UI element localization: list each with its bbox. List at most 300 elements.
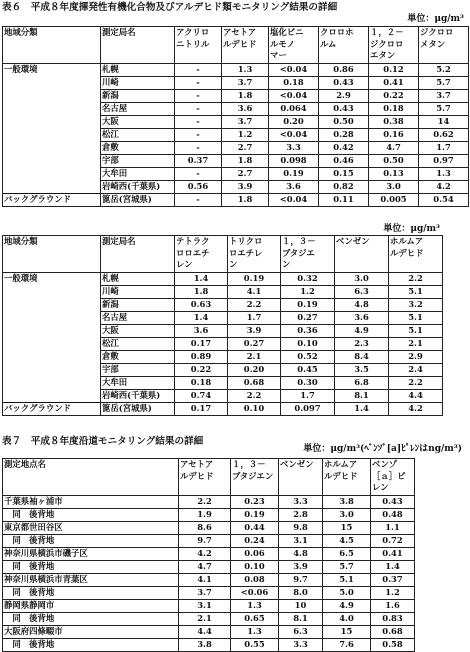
- table6-part1-value-cell: 5.2: [419, 64, 469, 77]
- table7-value-cell: 10: [279, 600, 323, 613]
- table6-part2-header-text: ロロエチ: [176, 247, 210, 258]
- table6-part1-value-cell: -: [175, 168, 222, 181]
- table6-part1-value-cell: -: [175, 194, 222, 207]
- table7-value-cell: 5.0: [323, 587, 371, 600]
- table7-site-cell: 同 後背地: [3, 587, 179, 600]
- table6-part2-value-cell: 0.10: [228, 403, 281, 416]
- table6-part1-station-cell: 大阪: [101, 116, 175, 129]
- table6-part1-value-cell: 2.7: [222, 168, 269, 181]
- table6-part2-header-row: [3, 236, 443, 273]
- table6-part2-value-cell: 0.63: [175, 299, 228, 312]
- table6-part1-header-cell: [369, 27, 419, 64]
- table7-value-cell: 4.0: [323, 613, 371, 626]
- table6-part1-row: [3, 155, 469, 168]
- table6-part1-station-cell: 岩崎西(千葉県): [101, 181, 175, 194]
- table7-value-cell: 0.72: [371, 535, 415, 548]
- table7-unit: 単位：μg/m³(ﾍﾞﾝｿﾞ[a]ﾋﾟﾚﾝはng/m³): [303, 444, 462, 454]
- table6-part1-value-cell: 0.62: [419, 129, 469, 142]
- table6-part1-station-cell: 倉敷: [101, 142, 175, 155]
- table6-part1-area-cell: [3, 155, 101, 168]
- table7-value-cell: 1.2: [371, 587, 415, 600]
- table6-part2-header-text: ン: [282, 259, 291, 270]
- table6-part1-station-cell: 松江: [101, 129, 175, 142]
- table7-value-cell: 4.8: [279, 548, 323, 561]
- table6-part2-value-cell: 4.1: [228, 286, 281, 299]
- table6-part1-value-cell: 0.13: [369, 168, 419, 181]
- table6-part2-unit: 単位：μg/m³: [383, 224, 440, 234]
- table7-row: [3, 626, 415, 639]
- table6-part2-value-cell: 0.30: [281, 377, 335, 390]
- table7-header-text: アセトア: [180, 459, 214, 469]
- table6-part1-row: [3, 103, 469, 116]
- table6-part1-value-cell: 3.9: [222, 181, 269, 194]
- table6-part2-value-cell: 8.1: [335, 390, 389, 403]
- table6-part1-station-cell: 宇部: [101, 155, 175, 168]
- table7-title: 表７ 平成８年度沿道モニタリング結果の詳細: [2, 436, 204, 447]
- table6-part2-value-cell: 1.8: [175, 286, 228, 299]
- table6-part1-value-cell: 5.7: [419, 77, 469, 90]
- table7-row: [3, 587, 415, 600]
- table6-part2-station-cell: 新潟: [101, 299, 175, 312]
- table6-part1-area-cell: [3, 142, 101, 155]
- table7-value-cell: 4.4: [179, 626, 231, 639]
- table6-part2-header-text: トリクロ: [229, 236, 263, 246]
- table6-part1-value-cell: 0.15: [319, 168, 369, 181]
- table7-header-cell: [323, 459, 371, 496]
- table6-part2-value-cell: 0.74: [175, 390, 228, 403]
- table6-part2-value-cell: 0.097: [281, 403, 335, 416]
- table7-site-cell: 大阪府四條畷市: [3, 626, 179, 639]
- table6-part1-area-cell: バックグラウンド: [3, 194, 101, 207]
- table7-value-cell: 15: [323, 522, 371, 535]
- table6-part2-value-cell: 5.1: [389, 325, 443, 338]
- table6-part2-value-cell: 2.2: [389, 377, 443, 390]
- table6-part1-area-cell: [3, 168, 101, 181]
- table7-row: [3, 535, 415, 548]
- table6-part1-header-cell: [101, 27, 175, 64]
- table6-part1-value-cell: 0.064: [269, 103, 319, 116]
- table6-part2-value-cell: 1.4: [335, 403, 389, 416]
- table6-part2-station-cell: 岩崎西(千葉県): [101, 390, 175, 403]
- table7-value-cell: 3.1: [279, 535, 323, 548]
- table7-header-text: ホルムア: [324, 459, 358, 469]
- table6-part1-value-cell: 0.46: [319, 155, 369, 168]
- table6-part1-value-cell: 0.11: [319, 194, 369, 207]
- table7-value-cell: 0.08: [231, 574, 279, 587]
- table7-row: [3, 496, 415, 509]
- table6-part2-area-cell: [3, 312, 101, 325]
- table6-part2-header-text: テトラク: [176, 236, 210, 246]
- table7-value-cell: 3.8: [179, 639, 231, 652]
- table6-part1-header-text: エタン: [370, 50, 396, 61]
- table7-row: [3, 548, 415, 561]
- table6-part1-value-cell: 2.7: [222, 142, 269, 155]
- table6-part1-row: [3, 142, 469, 155]
- table7-value-cell: 8.0: [279, 587, 323, 600]
- table6-part1-header-cell: [3, 27, 101, 64]
- table7-value-cell: 4.2: [179, 548, 231, 561]
- table6-part1-value-cell: 0.16: [369, 129, 419, 142]
- table6-part1-value-cell: 0.43: [319, 103, 369, 116]
- table6-part1-station-cell: 新潟: [101, 90, 175, 103]
- table6-part2-value-cell: 0.22: [175, 364, 228, 377]
- table6-part1-value-cell: -: [175, 142, 222, 155]
- table6-part1-header-text: １，２－: [370, 27, 404, 37]
- table7-header-cell: [231, 459, 279, 496]
- table6-part1-value-cell: 1.7: [419, 142, 469, 155]
- table6-part2-value-cell: 0.10: [281, 338, 335, 351]
- table6-part1-row: [3, 116, 469, 129]
- table6-part1-value-cell: 3.7: [222, 116, 269, 129]
- table7-value-cell: 4.9: [323, 600, 371, 613]
- table6-part1-area-cell: [3, 116, 101, 129]
- table6-part2-station-cell: 倉敷: [101, 351, 175, 364]
- table6-part2-body: [3, 273, 443, 416]
- table6-part1-header-text: 地域分類: [4, 27, 38, 37]
- table6-part2-value-cell: 0.36: [281, 325, 335, 338]
- table6-part2-area-cell: [3, 286, 101, 299]
- table6-title: 表６ 平成８年度揮発性有機化合物及びアルデヒド類モニタリング結果の詳細: [2, 2, 338, 13]
- table6-part2-area-cell: [3, 325, 101, 338]
- table7-header-text: ルデヒド: [180, 470, 214, 481]
- table6-part2-value-cell: 2.1: [228, 351, 281, 364]
- table6-part1-header-text: 塩化ビニ: [270, 27, 304, 37]
- table6-part1-value-cell: 3.6: [269, 181, 319, 194]
- table6-part2-station-cell: 大牟田: [101, 377, 175, 390]
- table7-value-cell: 3.0: [323, 509, 371, 522]
- table6-part1-area-cell: 一般環境: [3, 64, 101, 77]
- table6-part1-row: [3, 64, 469, 77]
- table6-part1-value-cell: 1.8: [222, 90, 269, 103]
- table6-part2-value-cell: 0.19: [228, 273, 281, 286]
- table6-part2-header-text: ホルムア: [390, 236, 424, 246]
- table6-part1-value-cell: 0.38: [369, 116, 419, 129]
- table7-header-cell: [3, 459, 179, 496]
- table6-part1-value-cell: 0.19: [269, 168, 319, 181]
- table7-row: [3, 613, 415, 626]
- table6-part2-area-cell: [3, 364, 101, 377]
- table6-part1-header-text: ジクロロ: [370, 38, 404, 49]
- table6-part1-value-cell: 5.7: [419, 103, 469, 116]
- table6-part2-value-cell: 1.4: [175, 312, 228, 325]
- table7-value-cell: 0.65: [231, 613, 279, 626]
- table6-part1-header-cell: [419, 27, 469, 64]
- table6-part1-value-cell: 1.2: [222, 129, 269, 142]
- table7-value-cell: <0.06: [231, 587, 279, 600]
- table7-value-cell: 6.3: [279, 626, 323, 639]
- table6-part2-value-cell: 4.4: [389, 390, 443, 403]
- table7-row: [3, 509, 415, 522]
- table6-part1-header-text: アセトア: [223, 27, 257, 37]
- table6-part2-header-text: 地域分類: [4, 236, 38, 246]
- table6-part2-header-cell: [281, 236, 335, 273]
- table6-part1-value-cell: 1.8: [222, 194, 269, 207]
- table6-part1-row: [3, 77, 469, 90]
- table6-part1-area-cell: [3, 103, 101, 116]
- table6-part2-row: [3, 338, 443, 351]
- table6-part1-value-cell: 3.3: [269, 142, 319, 155]
- table6-part1-value-cell: -: [175, 90, 222, 103]
- table6-part1-station-cell: 大牟田: [101, 168, 175, 181]
- table6-part2-value-cell: 5.1: [389, 286, 443, 299]
- table6-part2: [2, 235, 443, 416]
- table6-part1-area-cell: [3, 129, 101, 142]
- table6-part1-header-text: メタン: [420, 38, 446, 49]
- table6-part2-value-cell: 0.20: [228, 364, 281, 377]
- table7-value-cell: 0.23: [231, 496, 279, 509]
- table6-part1-row: [3, 194, 469, 207]
- table6-part1-value-cell: 0.43: [319, 77, 369, 90]
- table6-part2-value-cell: 0.45: [281, 364, 335, 377]
- table6-part2-value-cell: 4.2: [389, 403, 443, 416]
- table6-part2-value-cell: 3.6: [175, 325, 228, 338]
- table6-part1-header-text: 測定局名: [102, 27, 136, 37]
- table7-value-cell: 2.1: [179, 613, 231, 626]
- table7: [2, 458, 415, 652]
- table6-part1-value-cell: 3.6: [222, 103, 269, 116]
- table6-part2-value-cell: 8.4: [335, 351, 389, 364]
- table7-header-text: ベンゾ: [372, 459, 398, 469]
- table6-part2-header-cell: [3, 236, 101, 273]
- table6-part2-header-text: ルデヒド: [390, 247, 424, 258]
- table6-part1-header-row: [3, 27, 469, 64]
- table6-part1-value-cell: <0.04: [269, 129, 319, 142]
- table6-part2-station-cell: 川崎: [101, 286, 175, 299]
- table7-value-cell: 0.83: [371, 613, 415, 626]
- table6-part1-value-cell: 0.098: [269, 155, 319, 168]
- table6-part1-row: [3, 168, 469, 181]
- table6-part1-header-cell: [319, 27, 369, 64]
- table6-part2-value-cell: 5.1: [389, 312, 443, 325]
- table7-value-cell: 1.9: [179, 509, 231, 522]
- table6-part2-value-cell: 2.2: [228, 390, 281, 403]
- table7-value-cell: 0.24: [231, 535, 279, 548]
- table6-part2-value-cell: 2.1: [389, 338, 443, 351]
- table6-part1-header-cell: [269, 27, 319, 64]
- table7-value-cell: 0.68: [371, 626, 415, 639]
- table6-part2-header-text: ロエチレ: [229, 247, 263, 258]
- table6-part2-header-text: ン: [229, 259, 238, 270]
- table6-part2-station-cell: 篦岳(宮城県): [101, 403, 175, 416]
- table6-part2-station-cell: 札幌: [101, 273, 175, 286]
- table6-part1-area-cell: [3, 181, 101, 194]
- table6-part1-station-cell: 札幌: [101, 64, 175, 77]
- table6-part2-station-cell: 大阪: [101, 325, 175, 338]
- table6-part2-area-cell: 一般環境: [3, 273, 101, 286]
- table6-part1-area-cell: [3, 90, 101, 103]
- table7-value-cell: 3.9: [279, 561, 323, 574]
- table6-part1-station-cell: 川崎: [101, 77, 175, 90]
- table7-value-cell: 3.7: [179, 587, 231, 600]
- table6-part2-value-cell: 2.4: [389, 364, 443, 377]
- table7-header-text: ベンゼン: [280, 459, 314, 469]
- table7-value-cell: 8.6: [179, 522, 231, 535]
- table7-header-text: １，３－: [232, 459, 266, 469]
- table7-value-cell: 0.19: [231, 509, 279, 522]
- table6-part2-header-text: 測定局名: [102, 236, 136, 246]
- table6-part1-row: [3, 181, 469, 194]
- table6-part2-value-cell: 3.6: [335, 312, 389, 325]
- table6-part2-value-cell: 1.4: [175, 273, 228, 286]
- table6-part2-row: [3, 403, 443, 416]
- table6-part1-header-text: ジクロロ: [420, 27, 454, 37]
- table7-site-cell: 同 後背地: [3, 561, 179, 574]
- table7-value-cell: 0.55: [231, 639, 279, 652]
- table6-part1-header-text: ルム: [320, 38, 337, 49]
- table7-header-cell: [371, 459, 415, 496]
- table6-part2-row: [3, 377, 443, 390]
- table6-part2-area-cell: [3, 351, 101, 364]
- table6-part1-area-cell: [3, 77, 101, 90]
- table6-part1-value-cell: <0.04: [269, 64, 319, 77]
- table6-part1-header-text: ルデヒド: [223, 38, 257, 49]
- table6-part1-body: [3, 64, 469, 207]
- table7-site-cell: 同 後背地: [3, 639, 179, 652]
- table7-header-text: ルデヒド: [324, 470, 358, 481]
- table6-part1-value-cell: 0.50: [319, 116, 369, 129]
- table6-part2-station-cell: 宇部: [101, 364, 175, 377]
- table6-part2-value-cell: 2.2: [389, 273, 443, 286]
- table6-part1-header-text: ルモノ: [270, 38, 296, 49]
- table6-part1-row: [3, 129, 469, 142]
- table6-part1-header-text: ニトリル: [176, 38, 210, 49]
- table6-part2-header-text: １，３－: [282, 236, 316, 246]
- table6-part2-row: [3, 273, 443, 286]
- table6-part2-header-cell: [228, 236, 281, 273]
- table6-part2-station-cell: 松江: [101, 338, 175, 351]
- table7-value-cell: 4.7: [179, 561, 231, 574]
- table6-part2-row: [3, 325, 443, 338]
- table7-value-cell: 3.1: [179, 600, 231, 613]
- table6-part1-value-cell: 3.7: [222, 77, 269, 90]
- table7-header-text: ブタジエン: [232, 470, 274, 481]
- table6-part1-value-cell: 2.9: [319, 90, 369, 103]
- table6-part1-value-cell: 0.12: [369, 64, 419, 77]
- table6-part2-value-cell: 1.7: [281, 390, 335, 403]
- table7-value-cell: 3.8: [323, 496, 371, 509]
- table6-part2-value-cell: 0.17: [175, 403, 228, 416]
- table6-part2-area-cell: [3, 299, 101, 312]
- table6-unit: 単位：μg/m³: [407, 14, 464, 24]
- table6-part1-header-text: クロロホ: [320, 27, 354, 37]
- table7-value-cell: 1.3: [231, 600, 279, 613]
- table6-part1-value-cell: 1.8: [222, 155, 269, 168]
- table7-value-cell: 0.58: [371, 639, 415, 652]
- table7-value-cell: 7.6: [323, 639, 371, 652]
- table7-site-cell: 神奈川県横浜市磯子区: [3, 548, 179, 561]
- table6-part1-value-cell: 0.20: [269, 116, 319, 129]
- table6-part1-value-cell: -: [175, 64, 222, 77]
- table7-site-cell: 静岡県静岡市: [3, 600, 179, 613]
- table6-part2-value-cell: 0.68: [228, 377, 281, 390]
- table6-part2-value-cell: 6.8: [335, 377, 389, 390]
- table6-part2-header-text: ブタジエ: [282, 247, 315, 258]
- table7-value-cell: 15: [323, 626, 371, 639]
- table7-value-cell: 3.3: [279, 639, 323, 652]
- table6-part2-area-cell: [3, 377, 101, 390]
- table7-value-cell: 1.4: [371, 561, 415, 574]
- table6-part2-value-cell: 2.3: [335, 338, 389, 351]
- table7-site-cell: 神奈川県横浜市青葉区: [3, 574, 179, 587]
- table6-part2-value-cell: 3.2: [389, 299, 443, 312]
- table6-part1-header-cell: [222, 27, 269, 64]
- table6-part2-value-cell: 4.8: [335, 299, 389, 312]
- table6-part2-value-cell: 0.19: [281, 299, 335, 312]
- table6-part1-value-cell: 0.41: [369, 77, 419, 90]
- table7-value-cell: 4.5: [323, 535, 371, 548]
- table7-value-cell: 1.3: [231, 626, 279, 639]
- table6-part1-header-text: アクリロ: [176, 27, 210, 37]
- table7-value-cell: 0.37: [371, 574, 415, 587]
- table6-part1-value-cell: 0.28: [319, 129, 369, 142]
- table6-part1-value-cell: 0.42: [319, 142, 369, 155]
- table6-part2-value-cell: 0.27: [228, 338, 281, 351]
- table6-part1-value-cell: -: [175, 129, 222, 142]
- table6-part1-header-cell: [175, 27, 222, 64]
- table7-value-cell: 1.6: [371, 600, 415, 613]
- table6-part2-row: [3, 364, 443, 377]
- table7-row: [3, 639, 415, 652]
- table7-value-cell: 0.44: [231, 522, 279, 535]
- table6-part1-value-cell: -: [175, 116, 222, 129]
- table6-part1-value-cell: <0.04: [269, 90, 319, 103]
- table7-header-text: 測定地点名: [4, 459, 46, 469]
- table7-row: [3, 574, 415, 587]
- table6-part1-row: [3, 90, 469, 103]
- table7-value-cell: 5.7: [323, 561, 371, 574]
- table6-part2-value-cell: 2.9: [389, 351, 443, 364]
- table6-part2-value-cell: 0.52: [281, 351, 335, 364]
- table7-site-cell: 東京都世田谷区: [3, 522, 179, 535]
- table6-part2-value-cell: 3.0: [335, 273, 389, 286]
- table7-value-cell: 9.7: [279, 574, 323, 587]
- table6-part1-value-cell: 0.18: [369, 103, 419, 116]
- table6-part1-value-cell: -: [175, 77, 222, 90]
- table7-header-text: ［ａ］ピ: [372, 470, 406, 481]
- table6-part2-station-cell: 名古屋: [101, 312, 175, 325]
- table6-part2-value-cell: 3.9: [228, 325, 281, 338]
- table7-row: [3, 561, 415, 574]
- table6-part1-station-cell: 篦岳(宮城県): [101, 194, 175, 207]
- table6-part1-value-cell: 0.54: [419, 194, 469, 207]
- table6-part2-header-text: レン: [176, 259, 193, 270]
- table6-part2-row: [3, 286, 443, 299]
- table6-part1-value-cell: 14: [419, 116, 469, 129]
- table7-value-cell: 2.8: [279, 509, 323, 522]
- table6-part2-header-cell: [389, 236, 443, 273]
- table7-header-cell: [279, 459, 323, 496]
- table6-part1-value-cell: 0.005: [369, 194, 419, 207]
- table7-site-cell: 同 後背地: [3, 509, 179, 522]
- table7-value-cell: 2.2: [179, 496, 231, 509]
- table6-part1-value-cell: 1.3: [222, 64, 269, 77]
- table7-value-cell: 5.1: [323, 574, 371, 587]
- table7-value-cell: 1.1: [371, 522, 415, 535]
- table7-value-cell: 4.1: [179, 574, 231, 587]
- table6-part1: [2, 26, 469, 207]
- table6-part2-value-cell: 0.18: [175, 377, 228, 390]
- table6-part1-station-cell: 名古屋: [101, 103, 175, 116]
- table6-part1-value-cell: 0.56: [175, 181, 222, 194]
- table6-part2-row: [3, 351, 443, 364]
- table6-part2-value-cell: 0.89: [175, 351, 228, 364]
- table6-part1-value-cell: -: [175, 103, 222, 116]
- table6-part2-area-cell: [3, 338, 101, 351]
- table7-header-cell: [179, 459, 231, 496]
- table6-part1-value-cell: 3.0: [369, 181, 419, 194]
- table6-part2-row: [3, 390, 443, 403]
- table7-value-cell: 0.43: [371, 496, 415, 509]
